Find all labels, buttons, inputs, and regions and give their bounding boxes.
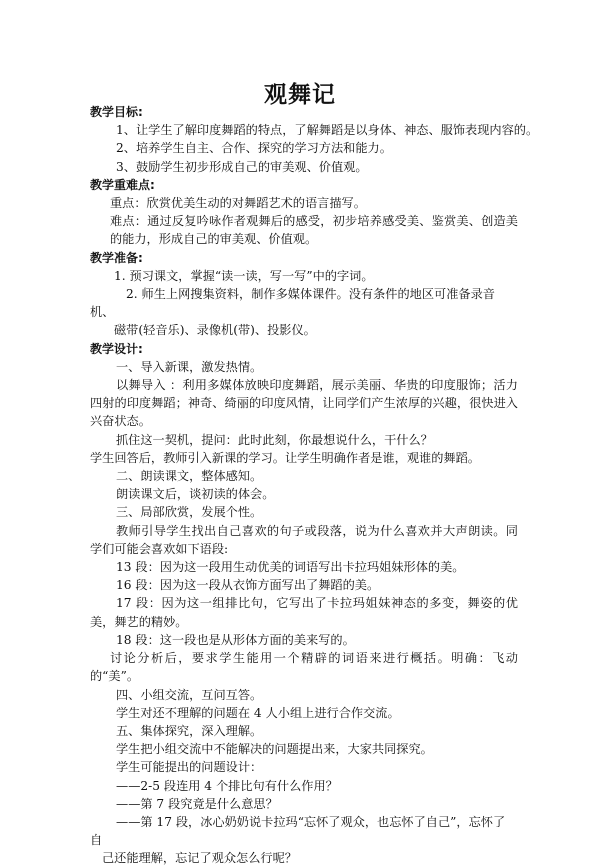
intro-paragraph: 以舞导入 ：利用多媒体放映印度舞蹈，展示美丽、华贵的印度服饰；活力四射的印度舞蹈；神奇、绮丽的印度风情，让同学们产生浓厚的兴趣，很快进入兴奋状态。 xyxy=(90,378,518,429)
goal-item: 2、培养学生自主、合作、探究的学习方法和能力。 xyxy=(116,141,392,156)
paragraph-17-note: 17 段：因为这一组排比句，它写出了卡拉玛姐妹神态的多变，舞姿的优美，舞艺的精妙。 xyxy=(90,596,518,629)
key-difficulty: 难点：通过反复吟咏作者观舞后的感受，初步培养感受美、鉴赏美、创造美的能力，形成自己的审美观、价值观。 xyxy=(110,214,518,247)
step-5: 五、集体探究，深入理解。 xyxy=(116,723,263,738)
prep-item-1: 1. 预习课文，掌握“读一读，写一写”中的字词。 xyxy=(114,268,374,283)
question-item: ——2-5 段连用 4 个排比句有什么作用？ xyxy=(116,778,338,793)
question-item: ——第 7 段究竟是什么意思？ xyxy=(116,796,278,811)
step-2: 二、朗读课文，整体感知。 xyxy=(116,469,263,484)
paragraph-18-note: 18 段：这一段也是从形体方面的美来写的。 xyxy=(116,632,355,647)
prep-item-2-cont: 机、 xyxy=(90,305,115,320)
page-title: 观舞记 xyxy=(264,81,336,108)
step-2-sub: 朗读课文后，谈初读的体会。 xyxy=(116,487,275,502)
step-5-sub: 学生把小组交流中不能解决的问题提出来，大家共同探究。 xyxy=(116,742,433,757)
question-item: ——第 17 段，冰心奶奶说卡拉玛“忘怀了观众，也忘怀了自己”，忘怀了 xyxy=(116,814,506,829)
prep-heading: 教学准备: xyxy=(90,250,143,265)
step-3: 三、局部欣赏，发展个性。 xyxy=(116,505,263,520)
question-item-cont: 己还能理解，忘记了观众怎么行呢？ xyxy=(102,851,297,866)
design-heading: 教学设计: xyxy=(90,341,143,356)
goal-item: 1、让学生了解印度舞蹈的特点，了解舞蹈是以身体、神态、服饰表现内容的。 xyxy=(116,123,539,138)
question-item-cont: 自 xyxy=(90,833,103,848)
step-1: 一、导入新课，激发热情。 xyxy=(116,359,263,374)
paragraph-16-note: 16 段：因为这一段从衣饰方面写出了舞蹈的美。 xyxy=(116,578,380,593)
key-focus: 重点：欣赏优美生动的对舞蹈艺术的语言描写。 xyxy=(110,196,366,211)
goals-heading: 教学目标: xyxy=(90,105,143,119)
step-4: 四、小组交流，互问互答。 xyxy=(116,687,263,702)
step-3-sub: 教师引导学生找出自己喜欢的句子或段落，说为什么喜欢并大声朗读。同学们可能会喜欢如下语段: xyxy=(90,523,518,556)
question-intro: 学生可能提出的问题设计： xyxy=(116,760,263,775)
step-4-sub: 学生对还不理解的问题在 4 人小组上进行合作交流。 xyxy=(116,705,400,720)
discuss-paragraph: 讨论分析后，要求学生能用一个精辟的词语来进行概括。明确：飞动的“美”。 xyxy=(90,651,518,684)
goal-item: 3、鼓励学生初步形成自己的审美观、价值观。 xyxy=(116,159,368,174)
document-body xyxy=(90,103,539,868)
key-points-heading: 教学重难点: xyxy=(90,177,155,192)
prep-item-2-cont: 磁带(轻音乐)、录像机(带)、投影仪。 xyxy=(114,323,316,338)
paragraph-13-note: 13 段：因为这一段用生动优美的词语写出卡拉玛姐妹形体的美。 xyxy=(116,560,465,575)
prep-item-2: 2. 师生上网搜集资料，制作多媒体课件。没有条件的地区可准备录音 xyxy=(126,287,495,302)
seize-line: 抓住这一契机，提问：此时此刻，你最想说什么，干什么？ xyxy=(116,432,433,447)
answer-line: 学生回答后，教师引入新课的学习。让学生明确作者是谁，观谁的舞蹈。 xyxy=(90,450,480,465)
